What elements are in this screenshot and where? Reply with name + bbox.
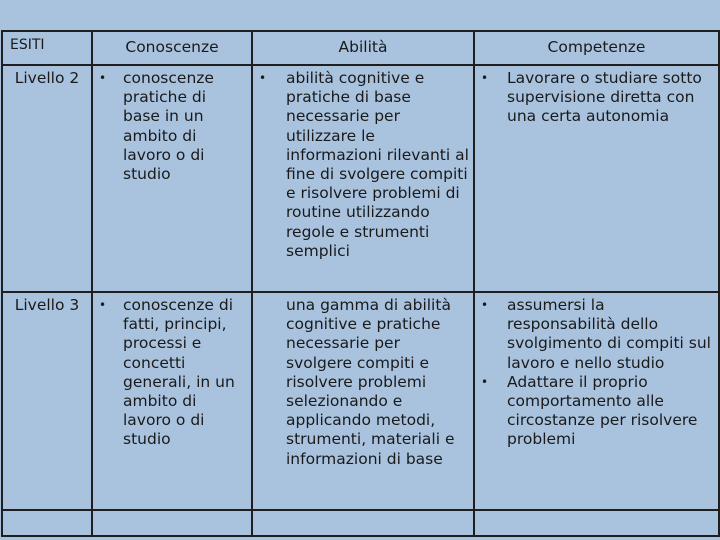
bullet-icon: • bbox=[481, 374, 489, 389]
conoscenze-cell bbox=[92, 292, 252, 510]
bullet-icon: • bbox=[99, 71, 107, 85]
list-item bbox=[475, 69, 718, 127]
competenze-text: assumersi la responsabilità dello svolgimento di compiti sul lavoro e nello studio bbox=[507, 296, 711, 372]
empty-cell bbox=[252, 510, 474, 536]
bullet-icon: • bbox=[99, 298, 107, 312]
level-cell: Livello 3 bbox=[2, 292, 92, 510]
abilita-text: abilità cognitive e pratiche di base necessarie per utilizzare le informazioni rilevanti al fine di svolgere compiti e risolvere problemi di routine utilizzando regole e strumenti semplici bbox=[286, 69, 469, 260]
competenze-text: Adattare il proprio comportamento alle circostanze per risolvere problemi bbox=[507, 372, 698, 449]
abilita-cell bbox=[252, 292, 474, 510]
competenze-cell bbox=[474, 292, 719, 510]
header-row bbox=[2, 31, 719, 65]
bullet-icon: • bbox=[481, 71, 489, 85]
level-cell: Livello 2 bbox=[2, 65, 92, 292]
conoscenze-text: conoscenze pratiche di base in un ambito di lavoro o di studio bbox=[123, 69, 214, 184]
conoscenze-cell bbox=[92, 65, 252, 292]
table-row-livello-3 bbox=[2, 292, 719, 510]
header-esiti: ESITI bbox=[2, 31, 92, 65]
competenze-cell bbox=[474, 65, 719, 292]
esiti-table bbox=[1, 30, 720, 537]
header-abilita: Abilità bbox=[252, 31, 474, 65]
conoscenze-text: conoscenze di fatti, principi, processi e concetti generali, in un ambito di lavoro o di studio bbox=[123, 296, 235, 449]
competenze-text: Lavorare o studiare sotto supervisione diretta con una certa autonomia bbox=[507, 69, 702, 126]
header-competenze: Competenze bbox=[474, 31, 719, 65]
abilita-text: una gamma di abilità cognitive e pratiche necessarie per svolgere compiti e risolvere problemi selezionando e applicando metodi, strumenti, materiali e informazioni di base bbox=[286, 296, 455, 468]
table-row-livello-2 bbox=[2, 65, 719, 292]
empty-cell bbox=[92, 510, 252, 536]
bullet-icon: • bbox=[259, 71, 267, 85]
header-conoscenze: Conoscenze bbox=[92, 31, 252, 65]
empty-cell bbox=[474, 510, 719, 536]
list-item bbox=[475, 296, 718, 373]
empty-cell bbox=[2, 510, 92, 536]
list-item bbox=[475, 373, 718, 450]
table-row-empty bbox=[2, 510, 719, 536]
bullet-icon: • bbox=[481, 298, 489, 312]
abilita-cell bbox=[252, 65, 474, 292]
